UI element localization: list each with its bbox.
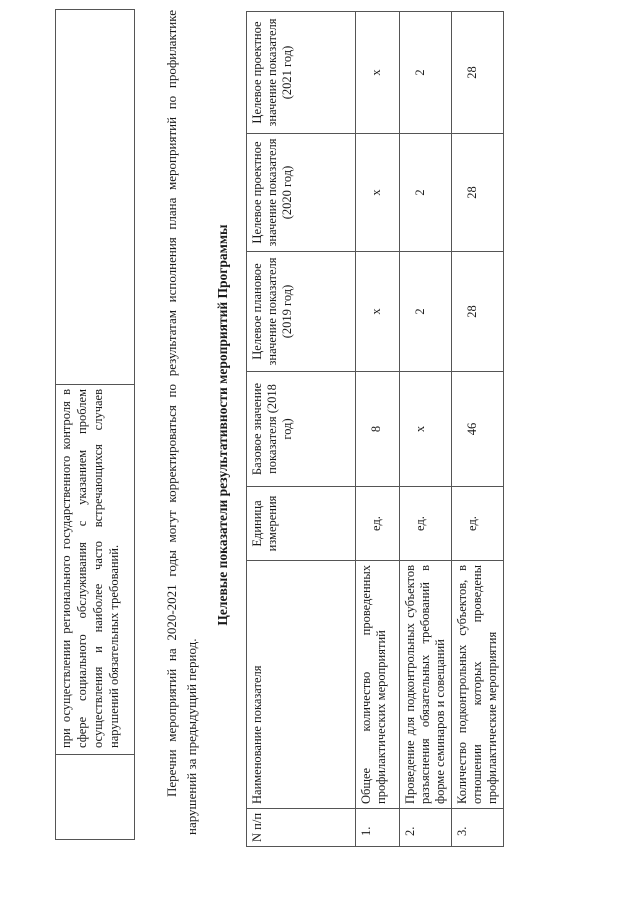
row-unit: [452, 487, 504, 561]
continuation-table: [55, 9, 135, 840]
section-heading: Целевые показатели результативности мероприятий Программы: [215, 224, 230, 626]
continuation-text-cell: [56, 385, 135, 755]
row-plan-2019-value: 28: [465, 305, 479, 318]
header-target-2020: Целевое проектное значение показателя (2020 год): [247, 134, 356, 252]
row-plan-2019: [452, 252, 504, 372]
row-base-value: 8: [369, 425, 383, 433]
header-base-2018: Базовое значение показателя (2018 год): [247, 372, 356, 487]
header-unit: Единица измерения: [247, 487, 356, 561]
row-target-2021-value: 28: [465, 66, 479, 79]
row-target-2020: [400, 134, 452, 252]
continuation-empty-cell-right: [56, 10, 135, 385]
row-unit: [400, 487, 452, 561]
row-name: Количество подконтрольных субъектов, в отношении которых проведены профилактические мероприятия: [452, 561, 504, 809]
row-target-2021-value: 2: [413, 69, 427, 76]
row-target-2020: [452, 134, 504, 252]
row-target-2020-value: 2: [413, 189, 427, 196]
row-unit-value: ед.: [465, 516, 479, 531]
continuation-row: [56, 10, 135, 840]
table-row: [356, 12, 400, 847]
header-name: Наименование показателя: [247, 561, 356, 809]
row-num: 2.: [400, 809, 452, 847]
row-plan-2019-value: 2: [413, 308, 427, 315]
row-unit-value: ед.: [413, 516, 427, 531]
row-base-value: 46: [465, 422, 479, 436]
row-name: Проведение для подконтрольных субъектов разъяснения обязательных требований в форме семинаров и совещаний: [400, 561, 452, 809]
row-target-2021: [400, 12, 452, 134]
row-base: [452, 372, 504, 487]
header-target-2021: Целевое проектное значение показателя (2021 год): [247, 12, 356, 134]
row-plan-2019: [400, 252, 452, 372]
row-unit-value: ед.: [369, 516, 383, 531]
table-row: [400, 12, 452, 847]
continuation-empty-cell: [56, 755, 135, 840]
header-num: N п/п: [247, 809, 356, 847]
row-target-2020-value: x: [369, 189, 383, 196]
row-base: [356, 372, 400, 487]
row-target-2021: [356, 12, 400, 134]
continuation-text: при осуществлении регионального государственного контроля в сфере социального обслуживания с указанием проблем осуществления и наиболее часто встречающихся случаев нарушений обязательных требований.: [59, 389, 121, 748]
row-base-value: x: [413, 425, 427, 433]
header-plan-2019: Целевое плановое значение показателя (2019 год): [247, 252, 356, 372]
row-num: 3.: [452, 809, 504, 847]
row-plan-2019: [356, 252, 400, 372]
table-row: [452, 12, 504, 847]
row-name: Общее количество проведенных профилактических мероприятий: [356, 561, 400, 809]
row-unit: [356, 487, 400, 561]
program-note-paragraph: Перечни мероприятий на 2020-2021 годы могут корректироваться по результатам исполнения плана мероприятий по профилактике нарушений за предыдущий период.: [164, 10, 199, 835]
row-target-2021: [452, 12, 504, 134]
indicators-table: [246, 11, 504, 847]
row-plan-2019-value: x: [369, 308, 383, 315]
row-base: [400, 372, 452, 487]
table-header-row: [247, 12, 356, 847]
row-target-2021-value: x: [369, 69, 383, 76]
row-target-2020: [356, 134, 400, 252]
row-num: 1.: [356, 809, 400, 847]
row-target-2020-value: 28: [465, 186, 479, 199]
